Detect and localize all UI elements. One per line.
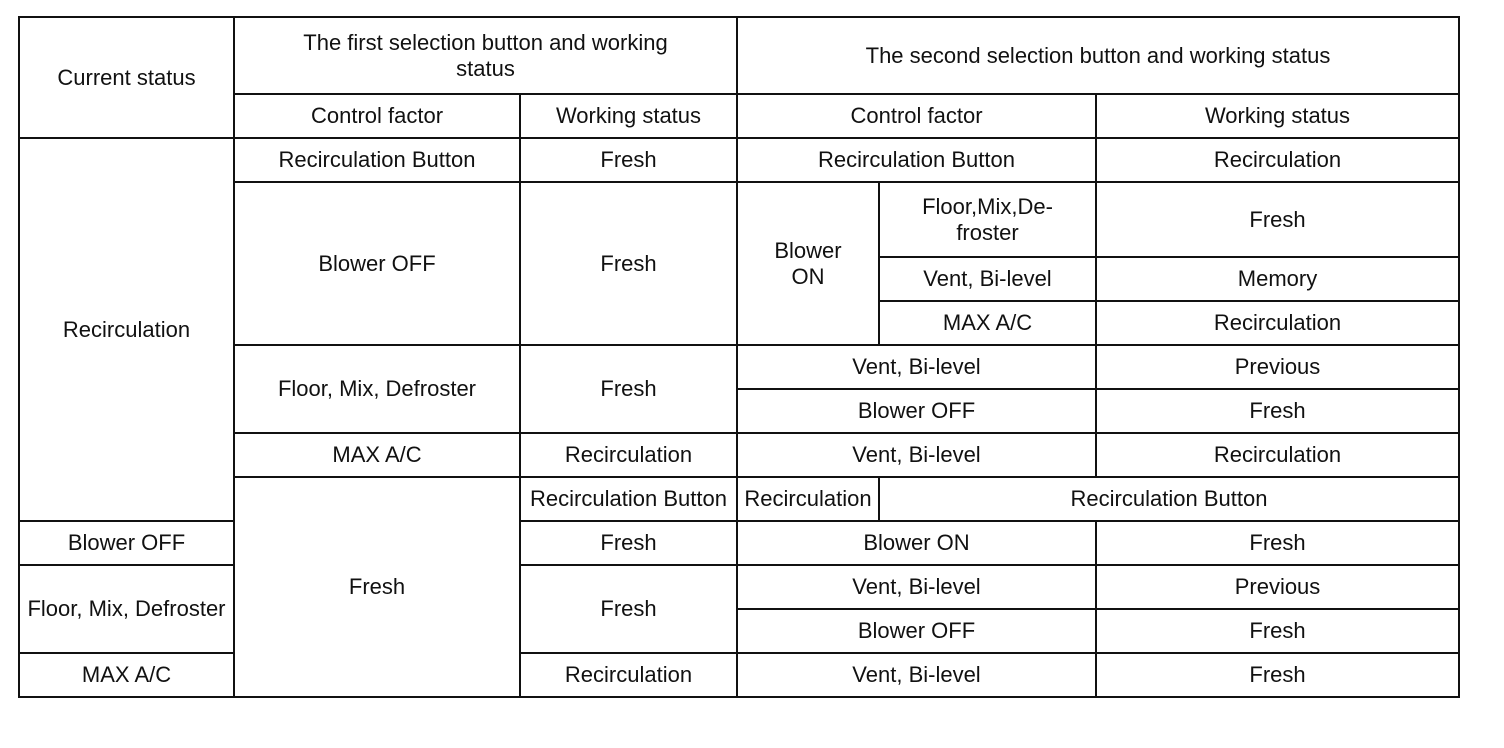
first-status-cell: Recirculation [520,433,737,477]
blower-on-group-text: Blower ON [774,237,842,289]
blower-on-group-cell [737,182,879,345]
header-working-status-2: Working status [1096,94,1459,138]
second-control-cell: Blower OFF [737,609,1096,653]
current-status-fresh: Fresh [234,477,520,697]
mode-text: Floor,Mix,De-froster [922,193,1053,245]
header-working-status-1: Working status [520,94,737,138]
second-status-cell: Recirculation [1096,433,1459,477]
header-first-group-text: The first selection button and working status [303,29,668,81]
second-control-cell: Vent, Bi-level [737,345,1096,389]
first-status-cell: Fresh [520,345,737,433]
mode-cell: MAX A/C [879,301,1096,345]
first-status-cell: Fresh [520,182,737,345]
second-status-cell: Recirculation [1096,138,1459,182]
header-second-group: The second selection button and working status [737,17,1459,94]
first-control-cell: Floor, Mix, Defroster [19,565,234,653]
mode-cell: Vent, Bi-level [879,257,1096,301]
second-control-cell: Vent, Bi-level [737,565,1096,609]
header-row-columns [19,94,1459,138]
second-status-cell: Previous [1096,565,1459,609]
header-current-status: Current status [19,17,234,138]
first-status-cell: Fresh [520,521,737,565]
first-status-cell: Recirculation [520,653,737,697]
second-control-cell: Blower ON [737,521,1096,565]
first-control-cell: Blower OFF [234,182,520,345]
table-row [19,477,1459,521]
header-control-factor-2: Control factor [737,94,1096,138]
second-control-cell: Vent, Bi-level [737,653,1096,697]
second-status-cell: Fresh [1096,389,1459,433]
first-status-cell: Fresh [520,138,737,182]
first-control-cell: Recirculation Button [234,138,520,182]
first-control-cell: Blower OFF [19,521,234,565]
header-row-groups [19,17,1459,94]
second-control-cell: Blower OFF [737,389,1096,433]
second-status-cell: Fresh [1096,653,1459,697]
table-row [19,138,1459,182]
table-row [19,182,1459,257]
first-control-cell: MAX A/C [234,433,520,477]
first-control-cell: Recirculation Button [520,477,737,521]
mode-cell [879,182,1096,257]
damper-logic-table [18,16,1460,698]
table-row [19,433,1459,477]
second-status-cell: Fresh [1096,182,1459,257]
first-status-cell: Fresh [520,565,737,653]
first-status-cell: Recirculation [737,477,879,521]
header-control-factor-1: Control factor [234,94,520,138]
second-status-cell: Recirculation [1096,301,1459,345]
table-row [19,345,1459,389]
first-control-cell: Floor, Mix, Defroster [234,345,520,433]
second-control-cell: Recirculation Button [879,477,1459,521]
second-control-cell: Recirculation Button [737,138,1096,182]
second-control-cell: Vent, Bi-level [737,433,1096,477]
second-status-cell: Fresh [1096,609,1459,653]
header-first-group [234,17,737,94]
second-status-cell: Fresh [1096,521,1459,565]
current-status-recirculation: Recirculation [19,138,234,521]
second-status-cell: Memory [1096,257,1459,301]
first-control-cell: MAX A/C [19,653,234,697]
second-status-cell: Previous [1096,345,1459,389]
